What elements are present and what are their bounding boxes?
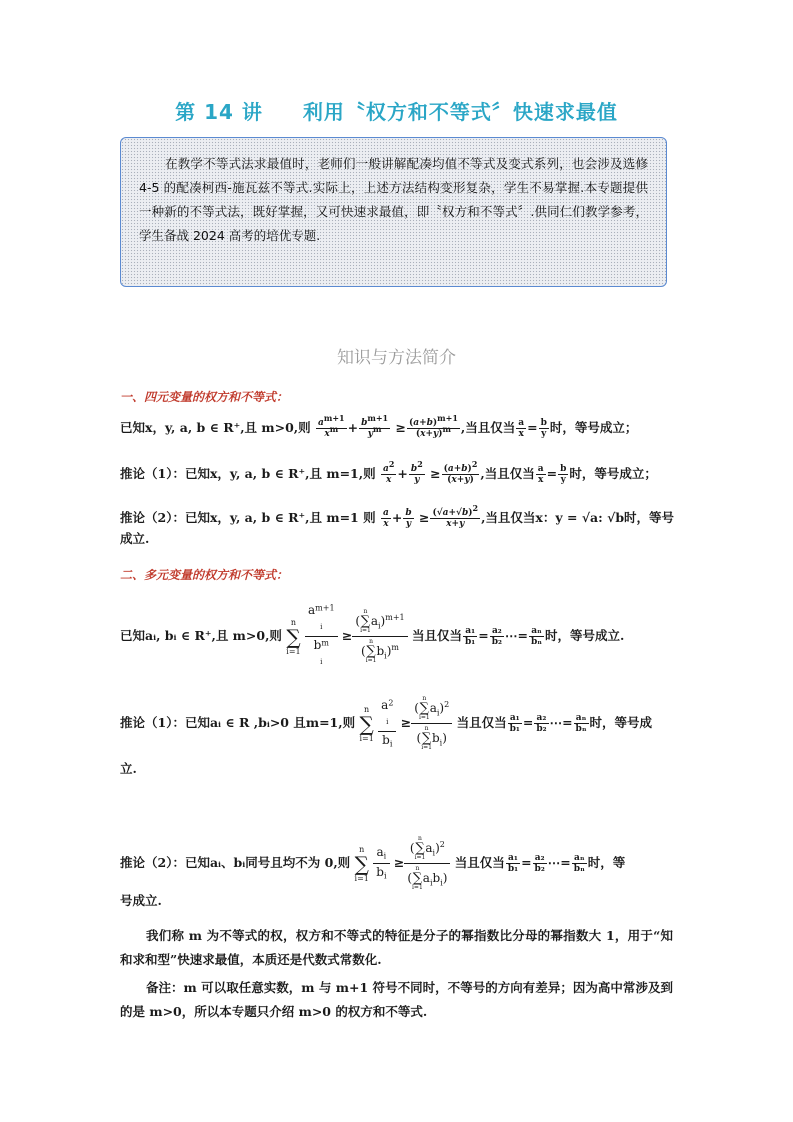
section2-theorem: 已知aᵢ, bᵢ ∈ R⁺,且 m>0,则 n ∑ i=1 $a^{m+1}$ i $b^m$ i ≥ (n ∑ $i=1a_i)^{m+1}$ (n ∑ $i=1b_i)^m$ 当且仅当 $\frac{\text{a₁}}{\text{b₁}}$ = $\frac{\text{a₂}}{\text{b₂}}$ ⋯= $\frac{\text{aₙ}}{\text{bₙ}}$ 时，等号成立.	[120, 603, 625, 666]
lecture-topic: 利用〝权方和不等式〞快速求最值	[302, 100, 618, 124]
fraction: $\frac{(a+b)^{m+1}}{(x+y)^m}$	[408, 413, 458, 439]
section2-corollary2: 推论（2）：已知aᵢ、bᵢ同号且均不为 0,则 n ∑ i=1 $\frac{a_i}{b_i}$ ≥ (n ∑ $i=1a_i)^2$ (n ∑ $i=1a_ib_i$) 当且仅当 $\frac{\text{a₁}}{\text{b₁}}$ = $\frac{\text{a₂}}{\text{b₂}}$ ⋯= $\frac{\text{aₙ}}{\text{bₙ}}$ 时，等	[120, 835, 626, 891]
intro-text: 在教学不等式法求最值时，老师们一般讲解配凑均值不等式及变式系列，也会涉及选修 4-5 的配凑柯西-施瓦兹不等式.实际上，上述方法结构变形复杂，学生不易掌握.本专题提供一种新的不等式法，既好掌握，又可快速求最值，即〝权方和不等式〞.供同仁们教学参考，学生备战 2024 高考的培优专题.	[139, 156, 648, 243]
section1-theorem: 已知x，y, a, b ∈ R⁺,且 m>0,则 $\frac{a^{m+1}}{x^m}$ + $\frac{b^{m+1}}{y^m}$ ≥ $\frac{(a+b)^{m+1}}{(x+y)^m}$ ,当且仅当 $\frac{a}{x}$ = $\frac{b}{y}$ 时，等号成立；	[120, 413, 638, 439]
intro-box	[120, 137, 667, 287]
fraction: $\frac{a^{m+1}}{x^m}$	[318, 413, 345, 439]
section2-corollary1: 推论（1）：已知aᵢ ∈ R ,bᵢ>0 且m=1,则 n ∑ i=1 $a^2$ i $b_i$ ≥ (n ∑ $i=1a_i)^2$ (n ∑ $i=1b_i$) 当且仅当 $\frac{\text{a₁}}{\text{b₁}}$ = $\frac{\text{a₂}}{\text{b₂}}$ ⋯= $\frac{\text{aₙ}}{\text{bₙ}}$ 时，等号成	[120, 695, 653, 751]
section1-corollary1: 推论（1）：已知x，y, a, b ∈ R⁺,且 m=1,则 $\frac{a^2}{x}$ + $\frac{b^2}{y}$ ≥ $\frac{(a+b)^2}{(x+y)}$ ,当且仅当 $\frac{a}{x}$ = $\frac{b}{y}$ 时，等号成立；	[120, 459, 657, 485]
section2-corollary1-cont: 立.	[120, 761, 137, 776]
section2-heading: 二、多元变量的权方和不等式：	[120, 568, 289, 582]
section2-corollary2-cont: 号成立.	[120, 893, 162, 908]
section-subtitle: 知识与方法简介	[337, 348, 456, 368]
explanation-paragraph: 我们称 m 为不等式的权，权方和不等式的特征是分子的幂指数比分母的幂指数大 1，用于“知和求和型”快速求最值，本质还是代数式常数化.	[120, 928, 673, 967]
fraction: $\frac{b^{m+1}}{y^m}$	[361, 413, 389, 439]
section1-heading: 一、四元变量的权方和不等式：	[120, 390, 289, 404]
section1-corollary2: 推论（2）：已知x，y, a, b ∈ R⁺,且 m=1 则 $\frac{a}{x}$ + $\frac{b}{y}$ ≥ $\frac{(√a+√b)^2}{x+y}$ ,当且仅当x：y = √a: √b时，等号 成立.	[120, 503, 675, 546]
page-title	[0, 96, 793, 125]
lecture-number: 第 14 讲	[175, 100, 263, 124]
note-paragraph: 备注：m 可以取任意实数，m 与 m+1 符号不同时，不等号的方向有差异；因为高中常涉及到的是 m>0，所以本专题只介绍 m>0 的权方和不等式.	[120, 980, 673, 1019]
